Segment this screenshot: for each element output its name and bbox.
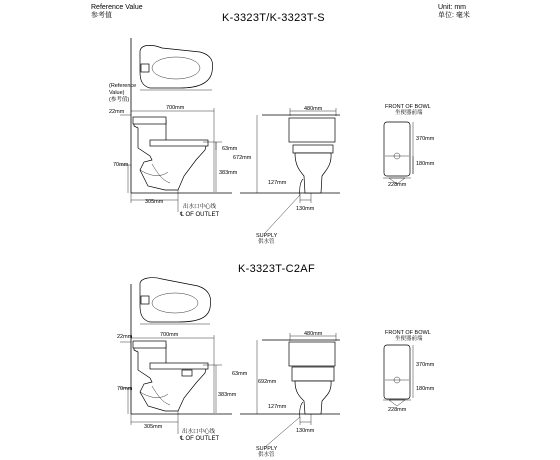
outlet-cn-label-1: 出水口中心线 [183, 204, 217, 210]
dim-63-2: 63mm [232, 371, 248, 377]
front-of-bowl-cn-label-2: 坐便器前端 [395, 336, 423, 342]
dim-700-1: 700mm [166, 105, 185, 111]
supply-label-1: SUPPLY [256, 233, 278, 239]
dim-383-2: 383mm [218, 392, 237, 398]
dim-228-1: 228mm [388, 182, 407, 188]
front-of-bowl-cn-label-1: 坐便器前端 [395, 110, 423, 116]
dim-127-2: 127mm [268, 404, 287, 410]
dim-127-1: 127mm [268, 180, 287, 186]
reference-value-label: Reference Value [91, 4, 143, 11]
supply-label-2: SUPPLY [256, 446, 278, 452]
side-view-2 [120, 278, 232, 434]
dim-22-2: 22mm [117, 334, 133, 340]
dim-383-1: 383mm [219, 170, 238, 176]
reference-value-cn-label: 参考值 [91, 12, 112, 19]
outlet-cn-label-2: 出水口中心线 [182, 429, 216, 435]
dim-70-1: 70mm [113, 162, 129, 168]
dim-692-2: 692mm [258, 379, 277, 385]
dim-228-2: 228mm [388, 407, 407, 413]
unit-label: Unit: mm [438, 4, 466, 11]
dim-700-2: 700mm [160, 332, 179, 338]
dim-480-1: 480mm [304, 106, 323, 112]
dim-70-2: 70mm [117, 386, 133, 392]
dim-305-1: 305mm [145, 199, 164, 205]
outlet-label-2: ℄ OF OUTLET [180, 436, 220, 442]
ref-value-cn-label-1: (参考值) [109, 97, 130, 103]
dim-370-2: 370mm [416, 362, 435, 368]
model-title-2: K-3323T-C2AF [238, 263, 315, 275]
dim-672-1: 672mm [233, 155, 252, 161]
dim-180-2: 180mm [416, 386, 435, 392]
dim-130-1: 130mm [296, 206, 315, 212]
dim-480-2: 480mm [304, 331, 323, 337]
dim-22-1: 22mm [109, 109, 125, 115]
front-of-bowl-label-2: FRONT OF BOWL [385, 330, 431, 336]
outlet-label-1: ℄ OF OUTLET [180, 212, 220, 218]
supply-cn-label-2: 供水管 [258, 452, 275, 458]
dim-370-1: 370mm [416, 136, 435, 142]
supply-cn-label-1: 供水管 [258, 239, 275, 245]
dim-130-2: 130mm [296, 428, 315, 434]
dim-305-2: 305mm [144, 424, 163, 430]
front-view-2 [240, 333, 340, 447]
front-of-bowl-label-1: FRONT OF BOWL [385, 104, 431, 110]
ref-value-label-1: (Reference Value) [109, 83, 137, 96]
dim-180-1: 180mm [416, 161, 435, 167]
bowl-plan-2 [383, 345, 413, 406]
unit-cn-label: 单位: 毫米 [438, 12, 470, 19]
model-title-1: K-3323T/K-3323T-S [222, 12, 325, 24]
dim-63-1: 63mm [222, 146, 238, 152]
